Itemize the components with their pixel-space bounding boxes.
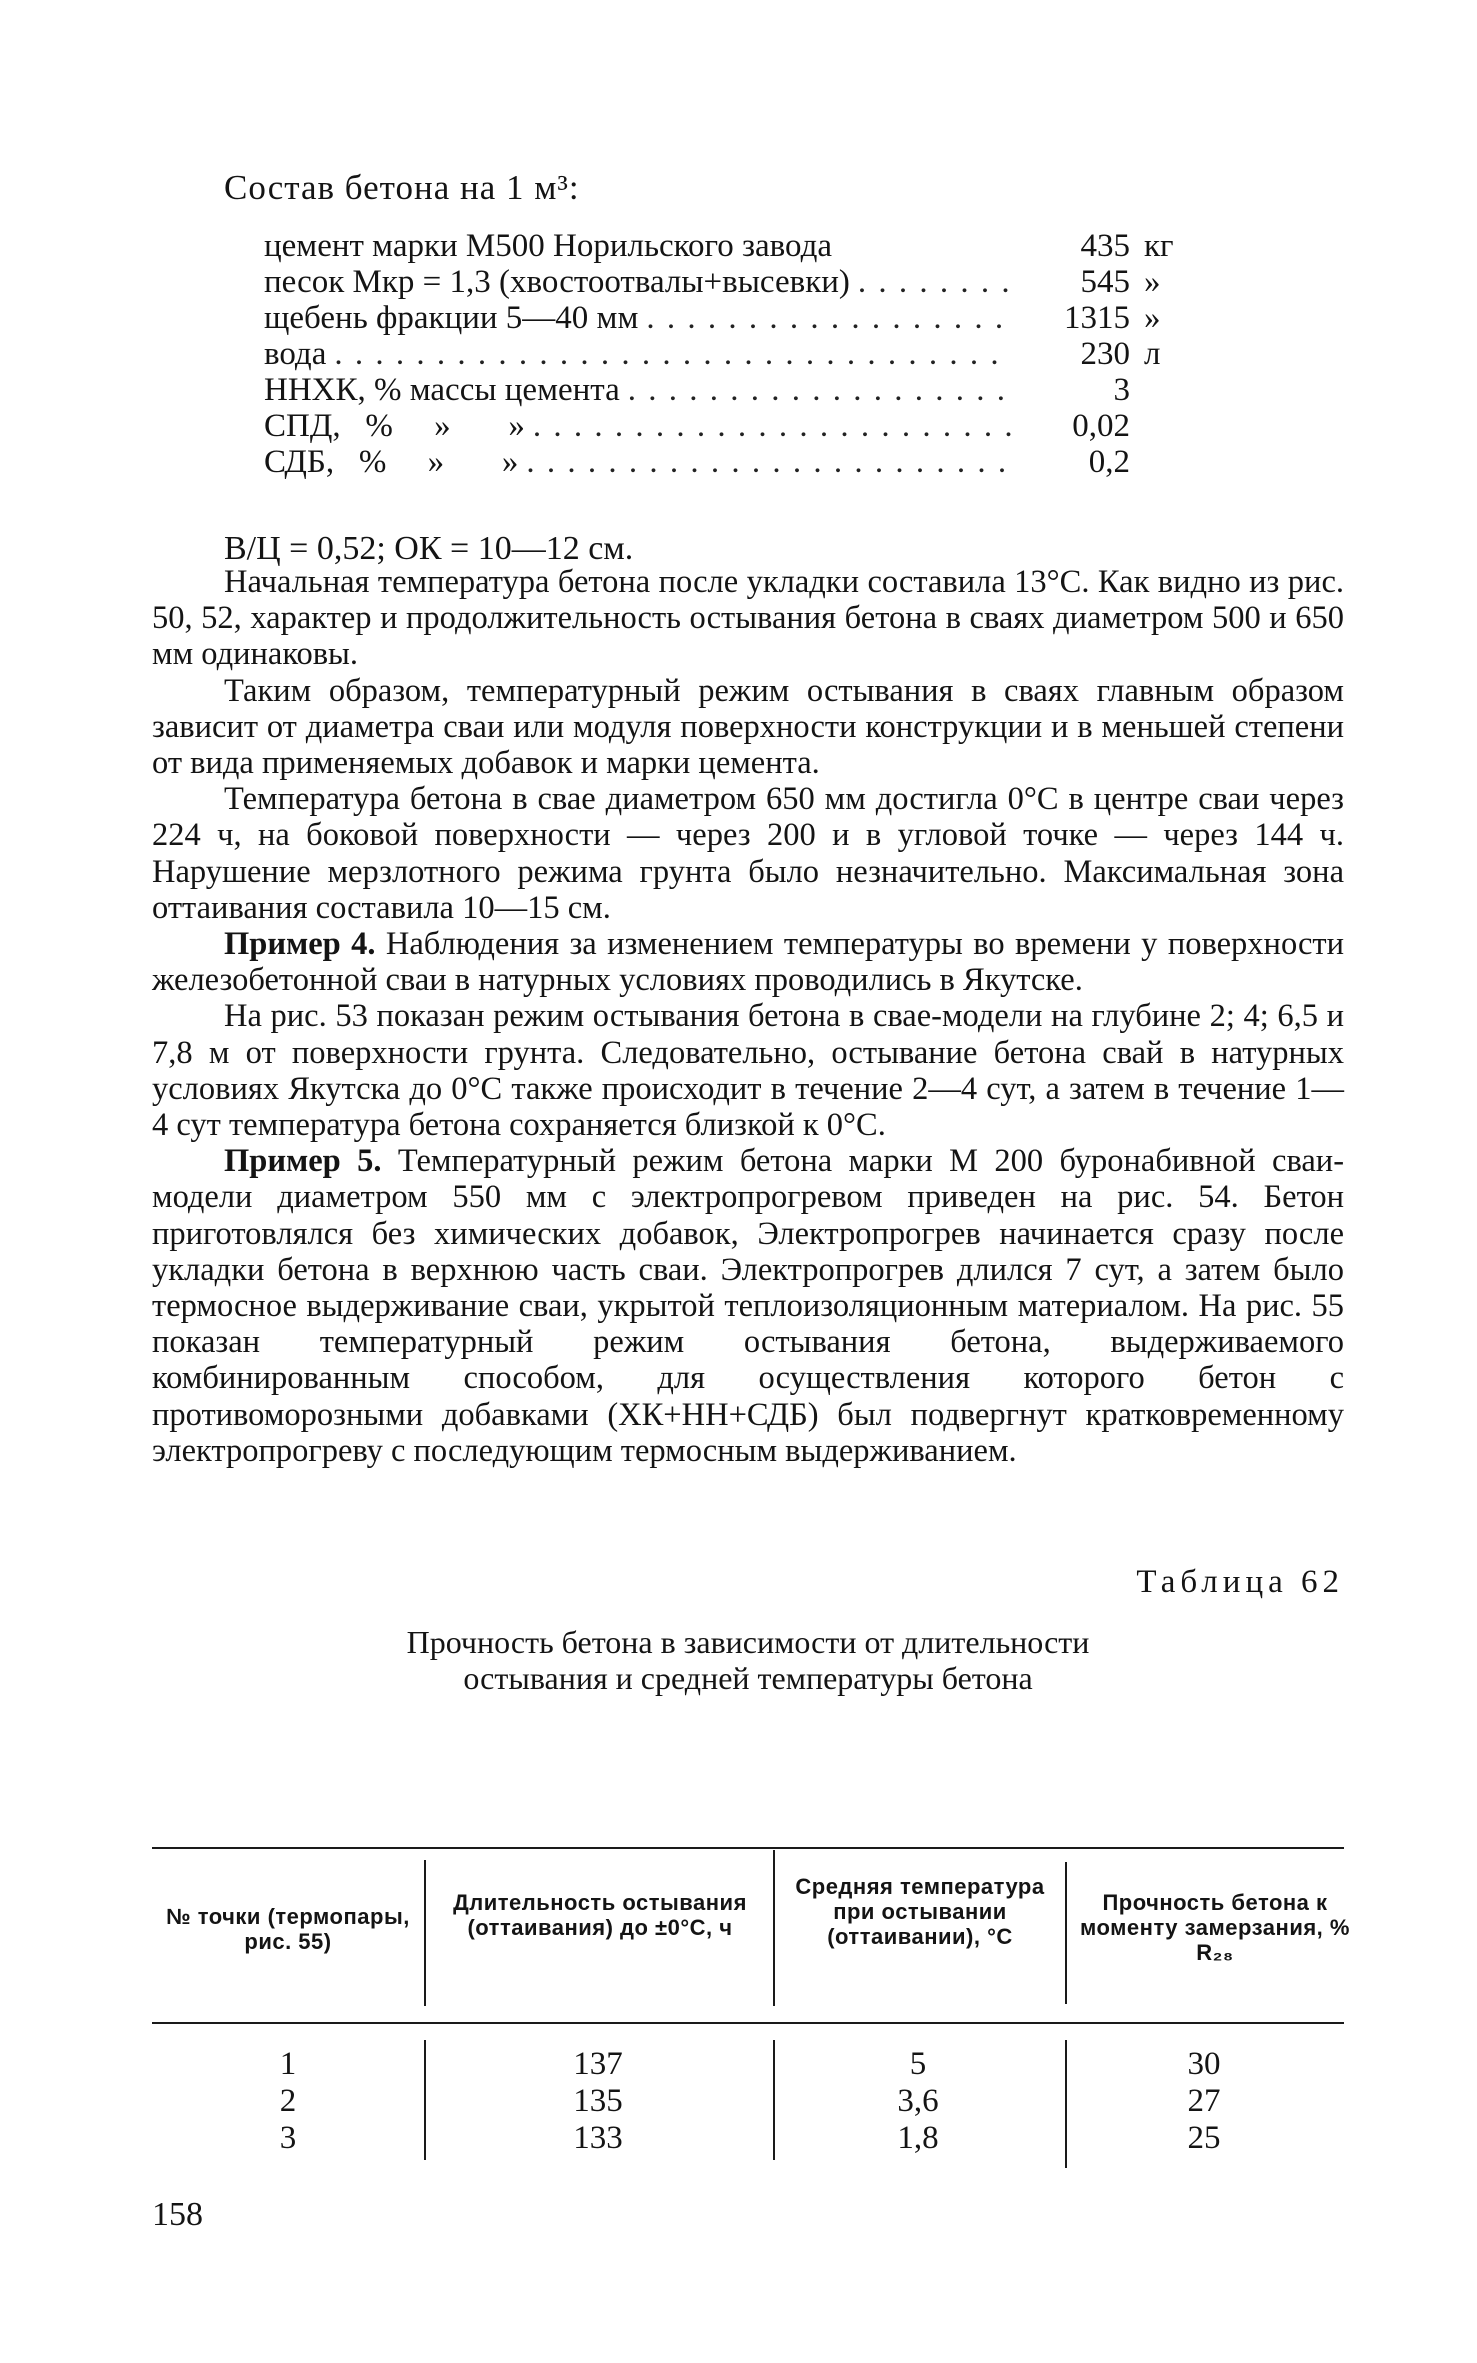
- leader-dots: [334, 336, 1012, 372]
- table-header-cell: Средняя температура при остывании (оттаивании), °С: [795, 1874, 1045, 1949]
- table-number: Таблица 62: [1136, 1564, 1344, 1600]
- composition-label: ННХК, % массы цемента: [264, 372, 620, 408]
- paragraph: [152, 564, 1344, 673]
- paragraph: [152, 781, 1344, 926]
- composition-label: цемент марки М500 Норильского завода: [264, 228, 833, 264]
- composition-unit: кг: [1144, 228, 1174, 264]
- table-header-cell: Длительность остывания (оттаивания) до ±0°С, ч: [453, 1890, 747, 1940]
- table-title: [152, 1624, 1344, 1696]
- example-lead: Пример 4.: [224, 926, 376, 963]
- leader-dots: [646, 300, 1012, 336]
- table-cell: 135: [573, 2083, 623, 2119]
- table-cell: 1,8: [897, 2120, 939, 2156]
- composition-label: песок Мкр = 1,3 (хвостоотвалы+высевки): [264, 264, 850, 300]
- leader-dots: [533, 408, 1012, 444]
- table-body: [152, 2046, 1344, 2157]
- composition-list: [264, 228, 1204, 480]
- table-top-rule: [152, 1847, 1344, 1849]
- table-title-line: остывания и средней температуры бетона: [463, 1660, 1033, 1696]
- column-divider: [1065, 1862, 1067, 2004]
- table-row: [152, 2083, 1344, 2120]
- composition-row: [264, 228, 1204, 264]
- composition-row: [264, 408, 1204, 444]
- composition-unit: »: [1144, 264, 1161, 300]
- paragraph-text: Начальная температура бетона после укладки составила 13°С. Как видно из рис. 50, 52, характер и продолжительность остывания бетона в сваях диаметром 500 и 650 мм одинаковы.: [152, 564, 1344, 673]
- composition-row: [264, 372, 1204, 408]
- table-cell: 3: [279, 2120, 297, 2156]
- composition-row: [264, 264, 1204, 300]
- composition-value: 230: [1080, 336, 1130, 372]
- table-cell: 1: [279, 2046, 297, 2082]
- leader-dots: [628, 372, 1012, 408]
- composition-value: 435: [1080, 228, 1130, 264]
- paragraph-text: Наблюдения за изменением температуры во времени у поверхности железобетонной сваи в натурных условиях проводились в Якутске.: [152, 926, 1345, 999]
- composition-row: [264, 300, 1204, 336]
- table-header-cell: Прочность бетона к моменту замерзания, % R₂₈: [1080, 1890, 1350, 1965]
- table-cell: 2: [279, 2083, 297, 2119]
- composition-unit: »: [1144, 300, 1161, 336]
- composition-value: 545: [1080, 264, 1130, 300]
- paragraph-text: Температурный режим бетона марки М 200 буронабивной сваи-модели диаметром 550 мм с электропрогревом приведен на рис. 54. Бетон приготовлялся без химических добавок, Электропрогрев начинается сразу после укладки бетона в верхнюю часть сваи. Электропрогрев длился 7 сут, а затем было термосное выдерживание сваи, укрытой теплоизоляционным материалом. На рис. 55 показан температурный режим остывания бетона, выдерживаемого комбинированным способом, для осуществления которого бетон с противоморозными добавками (ХК+НН+СДБ) был подвергнут кратковременному электропрогреву с последующим термосным выдерживанием.: [152, 1143, 1345, 1469]
- column-divider: [424, 1860, 426, 2006]
- leader-dots: [526, 444, 1012, 480]
- water-cement-ratio: В/Ц = 0,52; ОК = 10—12 см.: [224, 530, 634, 567]
- body-text: [152, 564, 1344, 1469]
- table-cell: 3,6: [897, 2083, 939, 2119]
- table-cell: 5: [909, 2046, 927, 2082]
- composition-heading: Состав бетона на 1 м³:: [224, 168, 580, 207]
- leader-dots: [858, 264, 1012, 300]
- composition-value: 3: [1113, 372, 1130, 408]
- composition-label: СПД, % » »: [264, 408, 525, 444]
- table-cell: 27: [1187, 2083, 1221, 2119]
- composition-value: 1315: [1064, 300, 1130, 336]
- table-title-line: Прочность бетона в зависимости от длительности: [406, 1624, 1090, 1660]
- table-header-cell: № точки (термопары, рис. 55): [166, 1904, 410, 1954]
- example-lead: Пример 5.: [224, 1143, 382, 1180]
- table-cell: 30: [1187, 2046, 1221, 2082]
- table-header-rule: [152, 2022, 1344, 2024]
- paragraph: [152, 926, 1344, 998]
- paragraph: [152, 998, 1344, 1143]
- table-row: [152, 2120, 1344, 2157]
- table-cell: 137: [573, 2046, 623, 2082]
- composition-label: СДБ, % » »: [264, 444, 519, 480]
- composition-value: 0,2: [1088, 444, 1130, 480]
- paragraph: [152, 1143, 1344, 1469]
- composition-row: [264, 336, 1204, 372]
- composition-value: 0,02: [1072, 408, 1130, 444]
- paragraph-text: На рис. 53 показан режим остывания бетона в свае-модели на глубине 2; 4; 6,5 и 7,8 м от поверхности грунта. Следовательно, остывание бетона свай в натурных условиях Якутска до 0°С также происходит в течение 2—4 сут, а затем в течение 1—4 сут температура бетона сохраняется близкой к 0°С.: [152, 998, 1344, 1144]
- composition-label: вода: [264, 336, 327, 372]
- composition-row: [264, 444, 1204, 480]
- paragraph-text: Температура бетона в свае диаметром 650 мм достигла 0°С в центре сваи через 224 ч, на боковой поверхности — через 200 и в угловой точке — через 144 ч. Нарушение мерзлотного режима грунта было незначительно. Максимальная зона оттаивания составила 10—15 см.: [152, 781, 1344, 926]
- table-row: [152, 2046, 1344, 2083]
- composition-label: щебень фракции 5—40 мм: [264, 300, 639, 336]
- table-cell: 25: [1187, 2120, 1221, 2156]
- paragraph: [152, 673, 1344, 782]
- column-divider: [773, 1850, 775, 2006]
- paragraph-text: Таким образом, температурный режим остывания в сваях главным образом зависит от диаметра сваи или модуля поверхности конструкции и в меньшей степени от вида применяемых добавок и марки цемента.: [152, 672, 1344, 782]
- table-cell: 133: [573, 2120, 623, 2156]
- page-number: 158: [152, 2196, 203, 2233]
- composition-unit: л: [1144, 336, 1161, 372]
